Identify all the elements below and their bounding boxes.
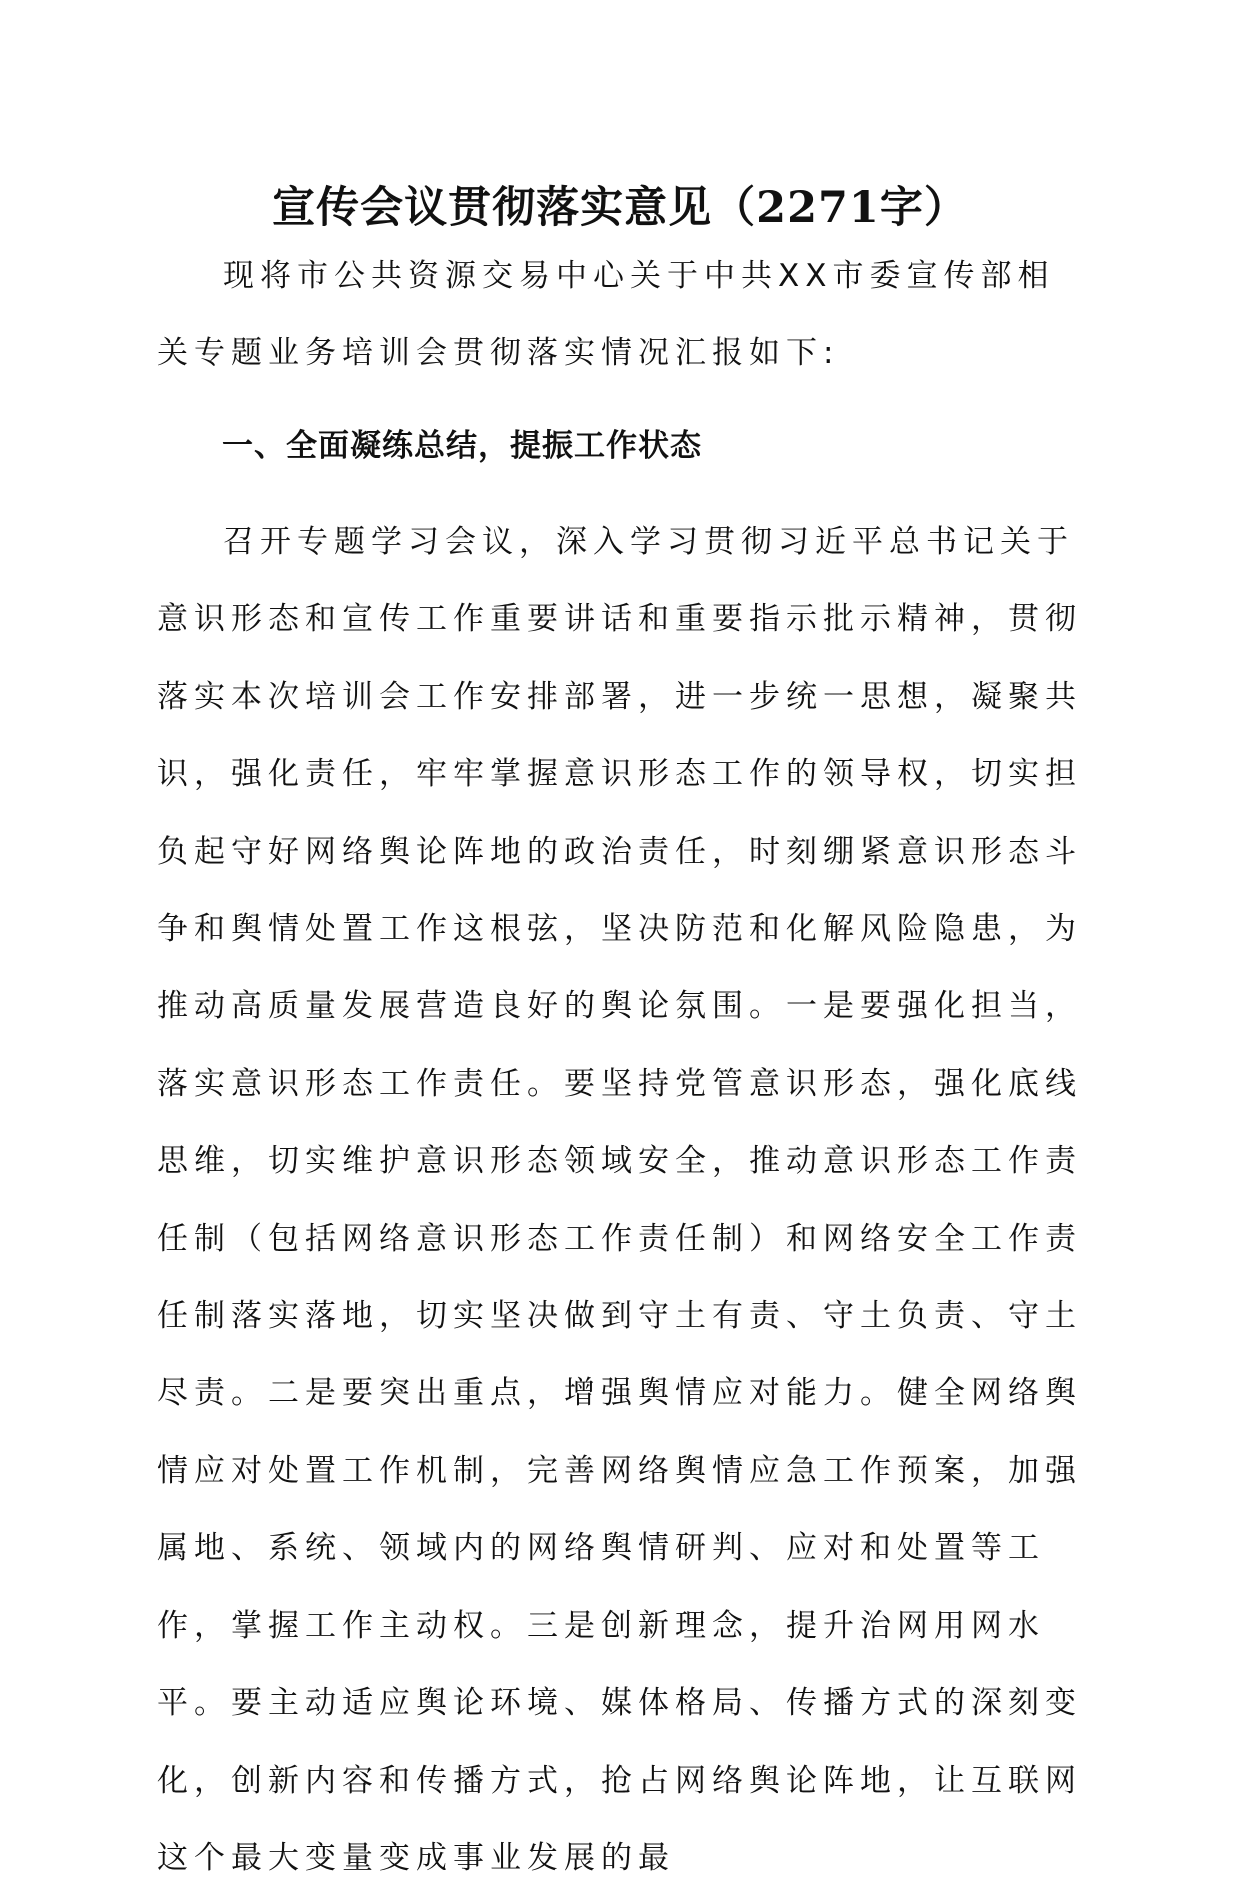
- intro-paragraph: 现将市公共资源交易中心关于中共XX市委宣传部相关专题业务培训会贯彻落实情况汇报如下:: [157, 258, 1055, 371]
- document-title: 宣传会议贯彻落实意见（2271字）: [272, 183, 968, 233]
- section-heading: 一、全面凝练总结，提振工作状态: [222, 428, 702, 464]
- body-paragraph: 召开专题学习会议，深入学习贯彻习近平总书记关于意识形态和宣传工作重要讲话和重要指示批示精神，贯彻落实本次培训会工作安排部署，进一步统一思想，凝聚共识，强化责任，牢牢掌握意识形态工作的领导权，切实担负起守好网络舆论阵地的政治责任，时刻绷紧意识形态斗争和舆情处置工作这根弦，坚决防范和化解风险隐患，为推动高质量发展营造良好的舆论氛围。一是要强化担当，落实意识形态工作责任。要坚持党管意识形态，强化底线思维，切实维护意识形态领域安全，推动意识形态工作责任制（包括网络意识形态工作责任制）和网络安全工作责任制落实落地，切实坚决做到守土有责、守土负责、守土尽责。二是要突出重点，增强舆情应对能力。健全网络舆情应对处置工作机制，完善网络舆情应急工作预案，加强属地、系统、领域内的网络舆情研判、应对和处置等工作，掌握工作主动权。三是创新理念，提升治网用网水平。要主动适应舆论环境、媒体格局、传播方式的深刻变化，创新内容和传播方式，抢占网络舆论阵地，让互联网这个最大变量变成事业发展的最: [157, 524, 1082, 1876]
